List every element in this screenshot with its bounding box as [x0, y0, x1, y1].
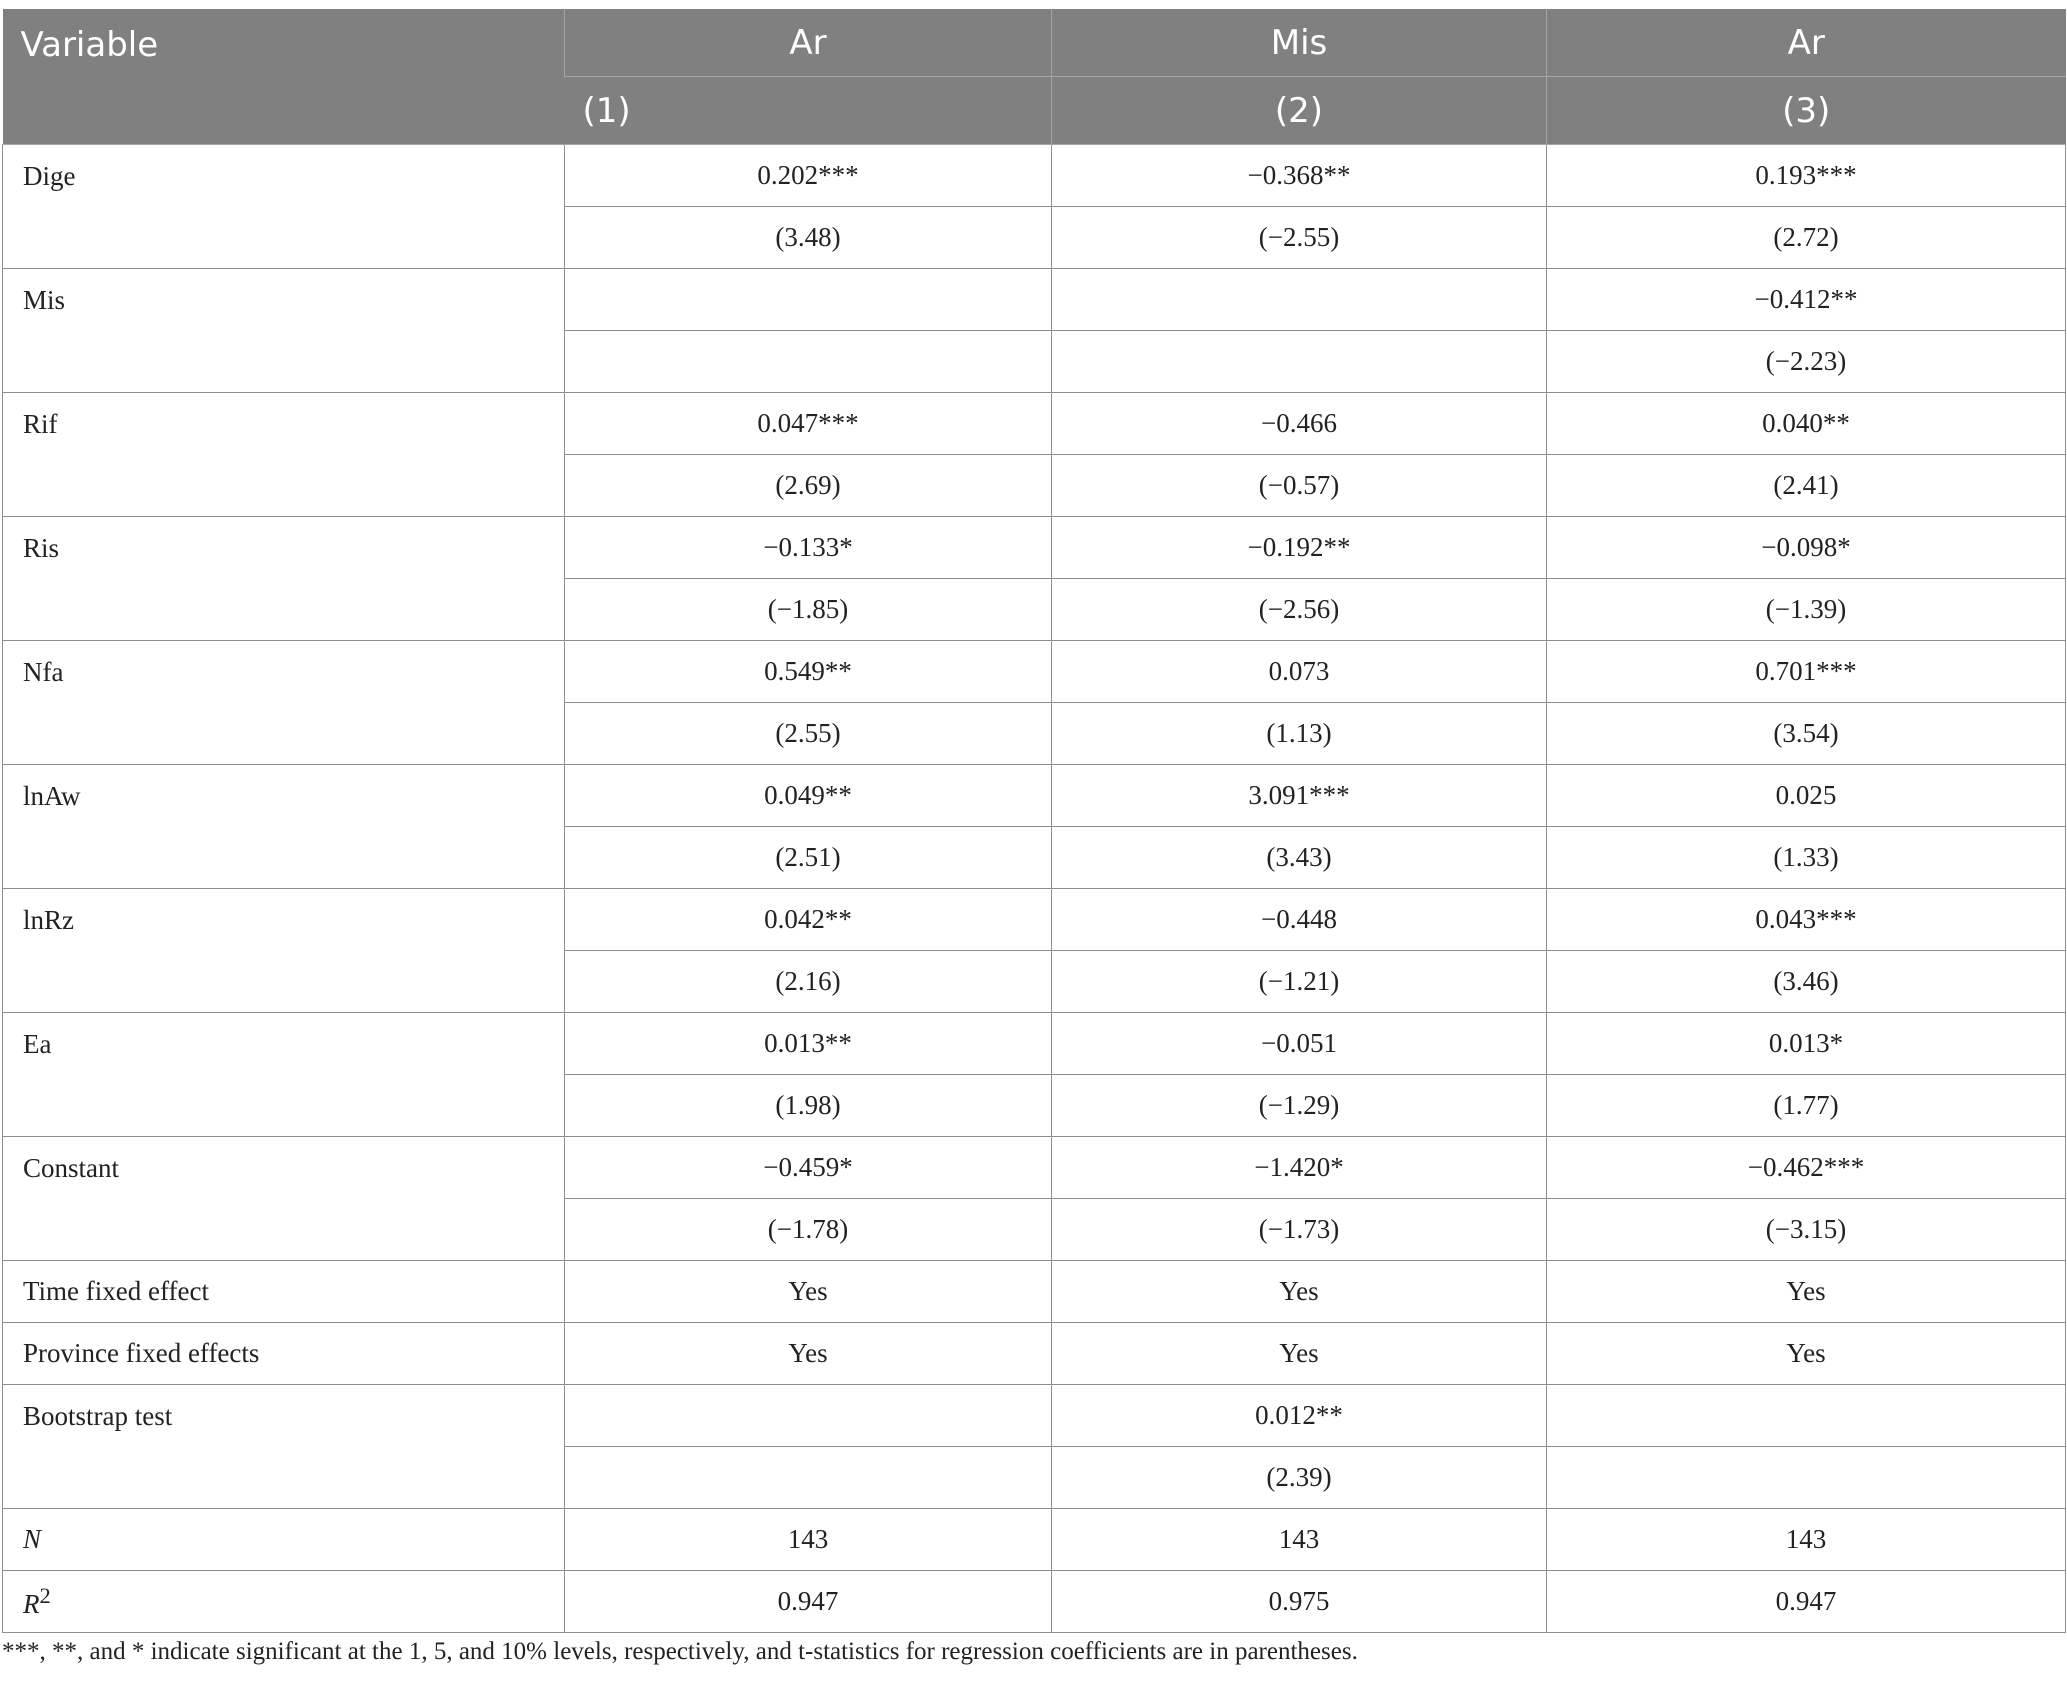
coef-cell: −0.368**	[1052, 145, 1547, 207]
coef-cell: −0.051	[1052, 1013, 1547, 1075]
r2-superscript: 2	[39, 1583, 51, 1608]
coef-cell: 0.043***	[1547, 889, 2066, 951]
tstat-cell: (3.43)	[1052, 827, 1547, 889]
row-label-constant: Constant	[3, 1137, 565, 1261]
tstat-cell: (2.72)	[1547, 207, 2066, 269]
coef-cell: −0.459*	[565, 1137, 1052, 1199]
tstat-cell: (−1.39)	[1547, 579, 2066, 641]
row-label-r2	[3, 1571, 565, 1633]
coef-cell: 0.047***	[565, 393, 1052, 455]
tstat-cell: (−0.57)	[1052, 455, 1547, 517]
table-row	[3, 1509, 2066, 1571]
row-label-province-fe: Province fixed effects	[3, 1323, 565, 1385]
value-cell: Yes	[1547, 1323, 2066, 1385]
value-cell: Yes	[1052, 1323, 1547, 1385]
coef-cell	[1547, 1385, 2066, 1447]
coef-cell: −0.133*	[565, 517, 1052, 579]
value-cell: Yes	[565, 1261, 1052, 1323]
coef-cell: 0.193***	[1547, 145, 2066, 207]
value-cell: 0.947	[565, 1571, 1052, 1633]
row-label-rif: Rif	[3, 393, 565, 517]
tstat-cell: (2.16)	[565, 951, 1052, 1013]
coef-cell: −0.462***	[1547, 1137, 2066, 1199]
tstat-cell: (−1.29)	[1052, 1075, 1547, 1137]
r2-symbol: R	[23, 1589, 40, 1619]
table-header	[3, 9, 2066, 145]
tstat-cell	[565, 1447, 1052, 1509]
coef-cell: −0.448	[1052, 889, 1547, 951]
table-row	[3, 889, 2066, 951]
table-row	[3, 641, 2066, 703]
value-cell: Yes	[565, 1323, 1052, 1385]
tstat-cell: (−1.21)	[1052, 951, 1547, 1013]
table-row	[3, 1013, 2066, 1075]
coef-cell	[565, 269, 1052, 331]
coef-cell: −0.412**	[1547, 269, 2066, 331]
coef-cell: −0.098*	[1547, 517, 2066, 579]
tstat-cell: (2.69)	[565, 455, 1052, 517]
header-variable: Variable	[3, 9, 565, 145]
row-label-time-fe: Time fixed effect	[3, 1261, 565, 1323]
coef-cell: 0.549**	[565, 641, 1052, 703]
header-dep-2: Mis	[1052, 9, 1547, 77]
tstat-cell: (3.48)	[565, 207, 1052, 269]
tstat-cell: (1.98)	[565, 1075, 1052, 1137]
tstat-cell: (−2.23)	[1547, 331, 2066, 393]
row-label-ea: Ea	[3, 1013, 565, 1137]
coef-cell: 0.012**	[1052, 1385, 1547, 1447]
table-row	[3, 145, 2066, 207]
coef-cell: 0.049**	[565, 765, 1052, 827]
tstat-cell: (−3.15)	[1547, 1199, 2066, 1261]
tstat-cell: (−2.55)	[1052, 207, 1547, 269]
row-label-lnrz: lnRz	[3, 889, 565, 1013]
coef-cell: 0.701***	[1547, 641, 2066, 703]
tstat-cell: (2.51)	[565, 827, 1052, 889]
tstat-cell: (−2.56)	[1052, 579, 1547, 641]
coef-cell: −0.192**	[1052, 517, 1547, 579]
coef-cell: 0.202***	[565, 145, 1052, 207]
row-label-dige: Dige	[3, 145, 565, 269]
coef-cell: 0.013**	[565, 1013, 1052, 1075]
value-cell: Yes	[1052, 1261, 1547, 1323]
value-cell: 0.975	[1052, 1571, 1547, 1633]
header-dep-1: Ar	[565, 9, 1052, 77]
table-row	[3, 393, 2066, 455]
tstat-cell: (3.46)	[1547, 951, 2066, 1013]
tstat-cell: (−1.73)	[1052, 1199, 1547, 1261]
header-num-1: (1)	[565, 77, 1052, 145]
value-cell: 143	[1547, 1509, 2066, 1571]
tstat-cell	[565, 331, 1052, 393]
table-row	[3, 1137, 2066, 1199]
value-cell: 0.947	[1547, 1571, 2066, 1633]
row-label-lnaw: lnAw	[3, 765, 565, 889]
tstat-cell: (1.13)	[1052, 703, 1547, 765]
tstat-cell: (−1.78)	[565, 1199, 1052, 1261]
table-row	[3, 1571, 2066, 1633]
table-footnote: ***, **, and * indicate significant at the 1, 5, and 10% levels, respectively, and t-statistics for regression coefficients are in parentheses.	[2, 1638, 1358, 1665]
tstat-cell	[1547, 1447, 2066, 1509]
coef-cell: 0.025	[1547, 765, 2066, 827]
regression-table	[2, 9, 2066, 1633]
row-label-mis: Mis	[3, 269, 565, 393]
value-cell: 143	[565, 1509, 1052, 1571]
coef-cell: 0.073	[1052, 641, 1547, 703]
table-row	[3, 1323, 2066, 1385]
header-num-3: (3)	[1547, 77, 2066, 145]
table-row	[3, 1385, 2066, 1447]
value-cell: 143	[1052, 1509, 1547, 1571]
row-label-bootstrap: Bootstrap test	[3, 1385, 565, 1509]
tstat-cell: (1.33)	[1547, 827, 2066, 889]
value-cell: Yes	[1547, 1261, 2066, 1323]
tstat-cell: (1.77)	[1547, 1075, 2066, 1137]
header-num-2: (2)	[1052, 77, 1547, 145]
coef-cell: 3.091***	[1052, 765, 1547, 827]
tstat-cell: (2.39)	[1052, 1447, 1547, 1509]
tstat-cell	[1052, 331, 1547, 393]
tstat-cell: (2.41)	[1547, 455, 2066, 517]
header-row-dependent	[3, 9, 2066, 77]
coef-cell: 0.013*	[1547, 1013, 2066, 1075]
row-label-ris: Ris	[3, 517, 565, 641]
table-row	[3, 517, 2066, 579]
tstat-cell: (3.54)	[1547, 703, 2066, 765]
table-body	[3, 145, 2066, 1633]
row-label-nfa: Nfa	[3, 641, 565, 765]
table-row	[3, 1261, 2066, 1323]
tstat-cell: (−1.85)	[565, 579, 1052, 641]
table-row	[3, 269, 2066, 331]
coef-cell: 0.042**	[565, 889, 1052, 951]
coef-cell	[565, 1385, 1052, 1447]
tstat-cell: (2.55)	[565, 703, 1052, 765]
coef-cell: 0.040**	[1547, 393, 2066, 455]
coef-cell: −0.466	[1052, 393, 1547, 455]
header-dep-3: Ar	[1547, 9, 2066, 77]
coef-cell: −1.420*	[1052, 1137, 1547, 1199]
table-row	[3, 765, 2066, 827]
row-label-n: N	[3, 1509, 565, 1571]
coef-cell	[1052, 269, 1547, 331]
